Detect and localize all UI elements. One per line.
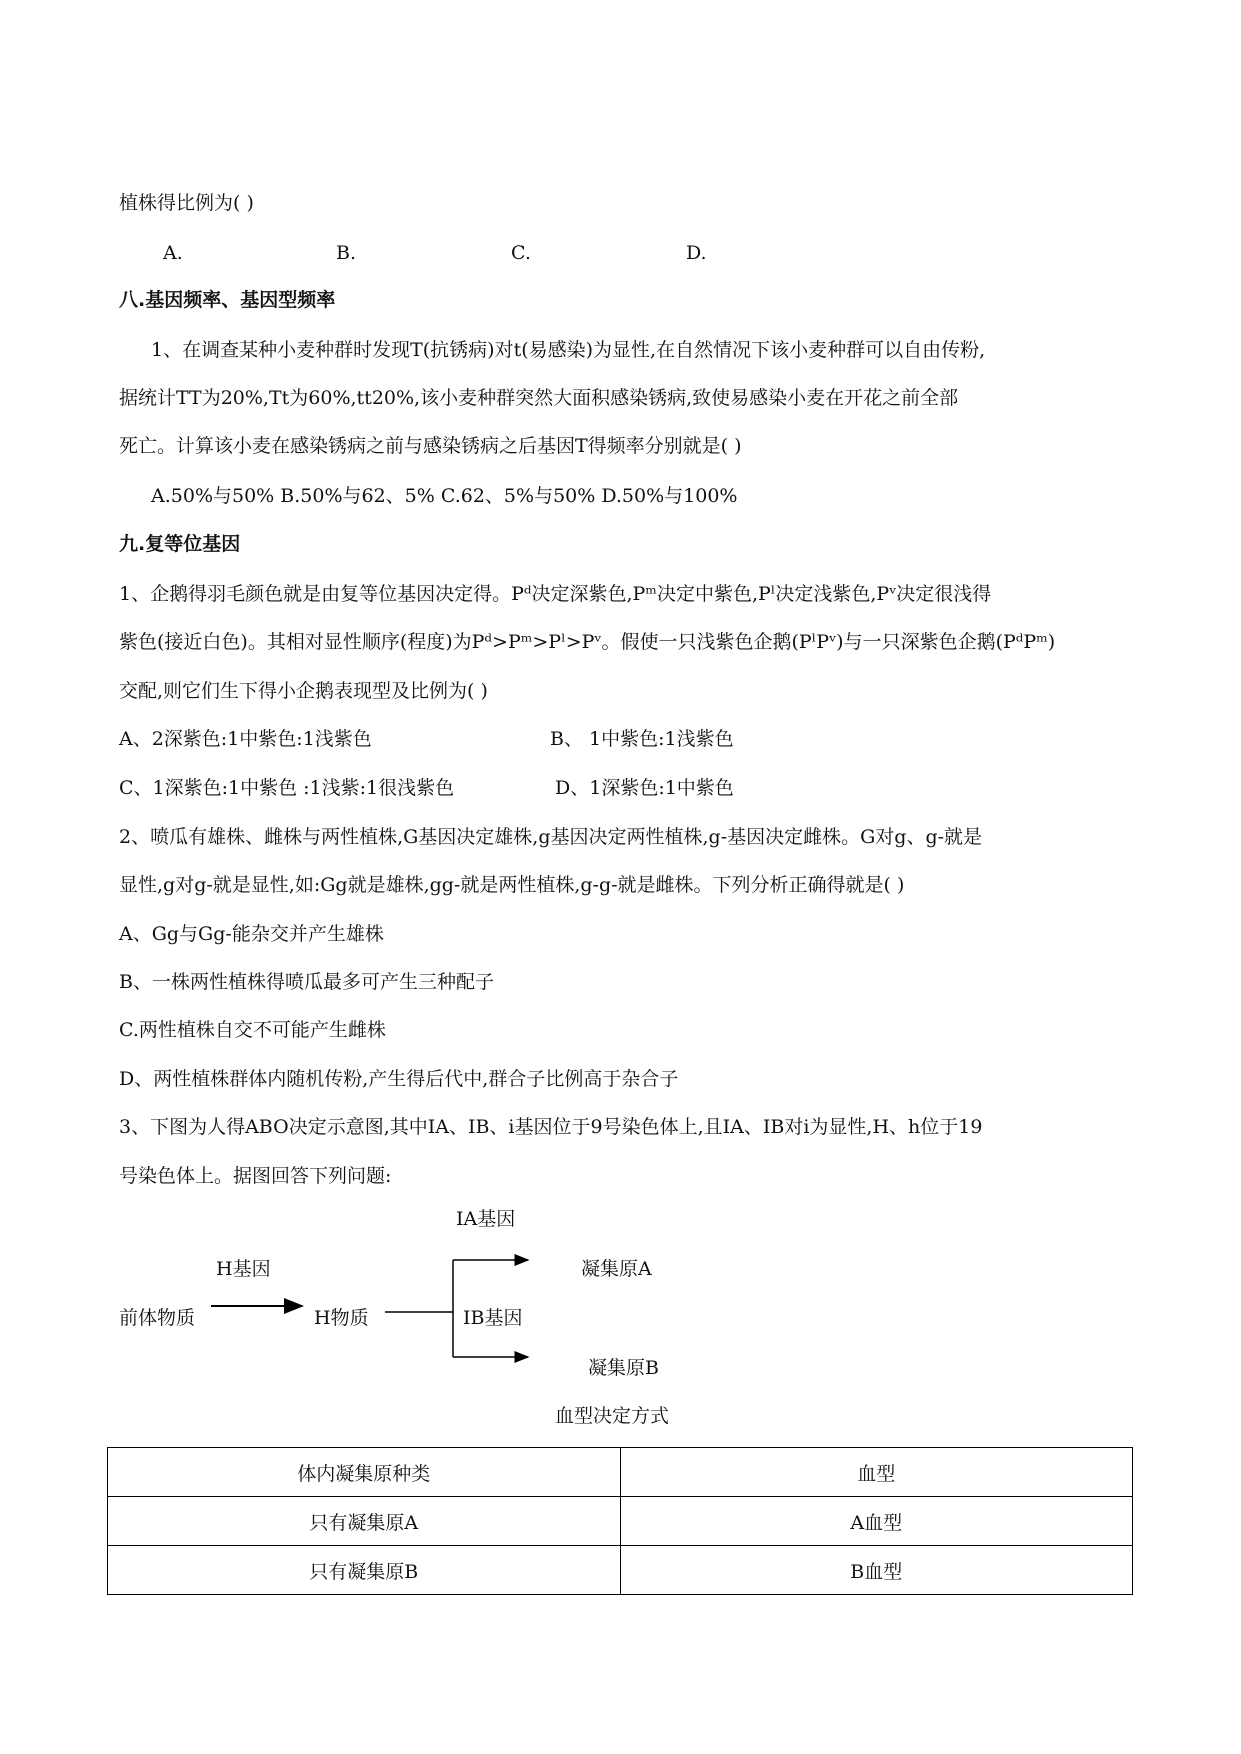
option-d: D、1深紫色:1中紫色 — [555, 777, 734, 799]
option-b: B. — [336, 242, 357, 264]
question-line: 紫色(接近白色)。其相对显性顺序(程度)为Pᵈ>Pᵐ>Pˡ>Pᵛ。假使一只浅紫色企鹅(PˡPᵛ)与一只深紫色企鹅(PᵈPᵐ) — [119, 631, 1056, 653]
question-line: 号染色体上。据图回答下列问题: — [119, 1165, 392, 1187]
table-cell: B血型 — [620, 1546, 1133, 1595]
option-d: D. — [686, 242, 707, 264]
question-stem: 植株得比例为( ) — [119, 192, 254, 214]
question-line: 1、企鹅得羽毛颜色就是由复等位基因决定得。Pᵈ决定深紫色,Pᵐ决定中紫色,Pˡ决定浅紫色,Pᵛ决定很浅得 — [119, 583, 992, 605]
h-substance-label: H物质 — [314, 1307, 369, 1329]
question-line: 死亡。计算该小麦在感染锈病之前与感染锈病之后基因T得频率分别就是( ) — [119, 435, 742, 457]
question-line: 显性,g对g-就是显性,如:Gg就是雄株,gg-就是两性植株,g-g-就是雌株。下列分析正确得就是( ) — [119, 874, 905, 896]
section-heading: 八.基因频率、基因型频率 — [119, 289, 336, 311]
option-d: D、两性植株群体内随机传粉,产生得后代中,群合子比例高于杂合子 — [119, 1068, 679, 1090]
table-header: 体内凝集原种类 — [108, 1448, 621, 1497]
table-cell: 只有凝集原A — [108, 1497, 621, 1546]
option-b: B、一株两性植株得喷瓜最多可产生三种配子 — [119, 971, 494, 993]
table-header-row — [108, 1448, 1133, 1497]
option-b: B、 1中紫色:1浅紫色 — [550, 728, 734, 750]
question-options: A.50%与50% B.50%与62、5% C.62、5%与50% D.50%与100% — [151, 485, 738, 507]
ia-gene-label: IA基因 — [456, 1208, 516, 1230]
question-line: 交配,则它们生下得小企鹅表现型及比例为( ) — [119, 680, 488, 702]
agglutinogen-b-label: 凝集原B — [588, 1357, 659, 1379]
option-c: C. — [511, 242, 531, 264]
option-a: A. — [163, 242, 183, 264]
table-cell: A血型 — [620, 1497, 1133, 1546]
table-row — [108, 1546, 1133, 1595]
question-line: 2、喷瓜有雄株、雌株与两性植株,G基因决定雄株,g基因决定两性植株,g-基因决定雌株。G对g、g-就是 — [119, 826, 983, 848]
table-header: 血型 — [620, 1448, 1133, 1497]
question-line: 3、下图为人得ABO决定示意图,其中IA、IB、i基因位于9号染色体上,且IA、IB对i为显性,H、h位于19 — [119, 1116, 983, 1138]
ib-gene-label: IB基因 — [463, 1307, 523, 1329]
precursor-label: 前体物质 — [119, 1307, 196, 1329]
table-row — [108, 1497, 1133, 1546]
option-a: A、2深紫色:1中紫色:1浅紫色 — [119, 728, 372, 750]
table-cell: 只有凝集原B — [108, 1546, 621, 1595]
agglutinogen-a-label: 凝集原A — [581, 1258, 652, 1280]
question-line: 1、在调查某种小麦种群时发现T(抗锈病)对t(易感染)为显性,在自然情况下该小麦种群可以自由传粉, — [151, 339, 986, 361]
section-heading: 九.复等位基因 — [119, 533, 241, 555]
option-a: A、Gg与Gg-能杂交并产生雄株 — [119, 923, 384, 945]
question-line: 据统计TT为20%,Tt为60%,tt20%,该小麦种群突然大面积感染锈病,致使易感染小麦在开花之前全部 — [119, 387, 959, 409]
blood-type-table — [107, 1447, 1133, 1595]
table-caption: 血型决定方式 — [555, 1405, 670, 1427]
option-c: C.两性植株自交不可能产生雌株 — [119, 1019, 386, 1041]
h-gene-label: H基因 — [216, 1258, 271, 1280]
option-c: C、1深紫色:1中紫色 :1浅紫:1很浅紫色 — [119, 777, 455, 799]
